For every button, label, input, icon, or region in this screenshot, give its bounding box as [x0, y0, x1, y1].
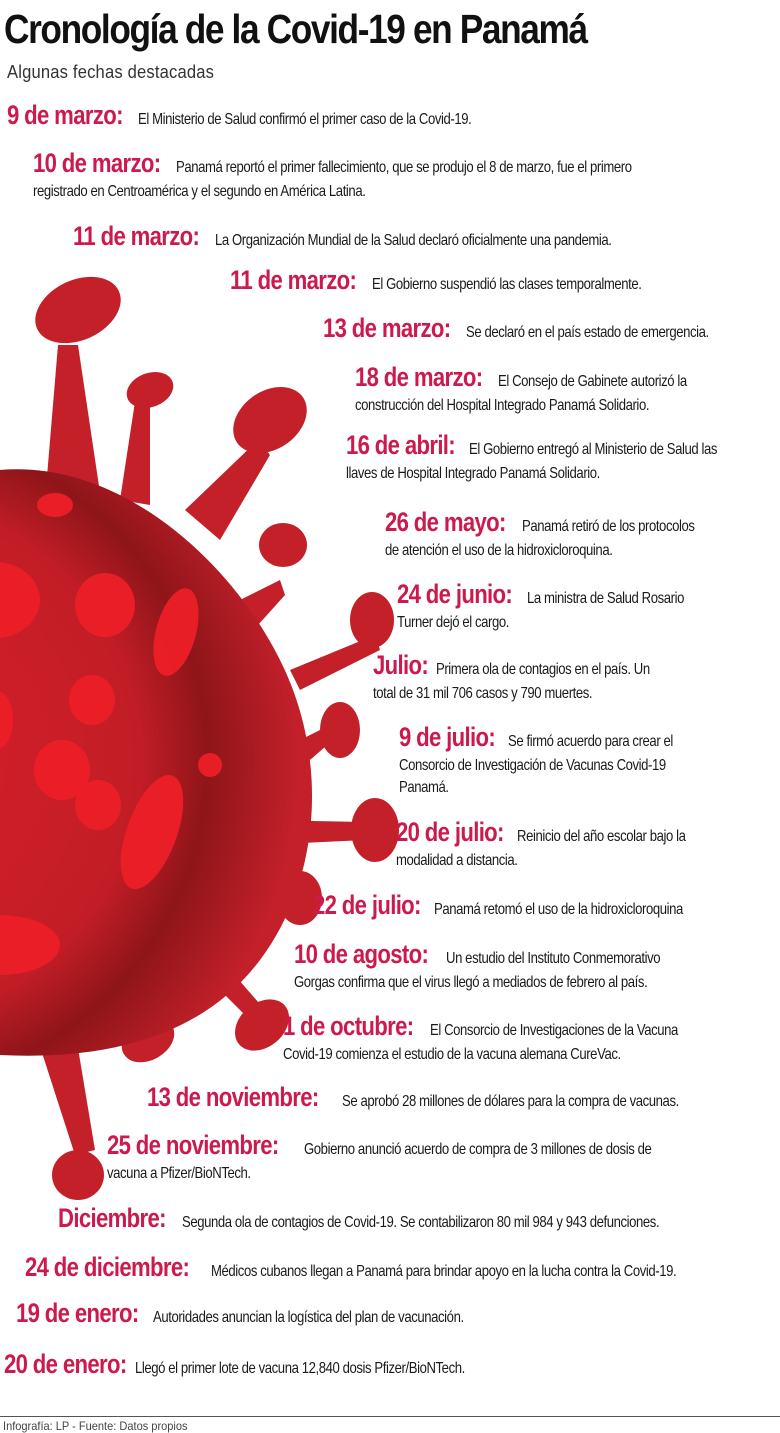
event-description: Llegó el primer lote de vacuna 12,840 dosis Pfizer/BioNTech. [135, 1360, 466, 1377]
timeline-event [58, 1203, 763, 1234]
event-date: 13 de noviembre: [147, 1082, 319, 1112]
timeline-event [230, 265, 701, 296]
event-description: La ministra de Salud Rosario [527, 590, 685, 607]
event-description: Panamá retomó el uso de la hidroxicloroquina [434, 901, 684, 918]
event-description-cont: Consorcio de Investigación de Vacunas Covid-19 [399, 757, 666, 774]
timeline-event [385, 507, 733, 560]
timeline-event [355, 362, 729, 415]
timeline-event [283, 1011, 732, 1064]
page-title: Cronología de la Covid-19 en Panamá [4, 6, 587, 52]
event-date: 11 de marzo: [73, 221, 200, 251]
event-date: 24 de diciembre: [25, 1252, 190, 1282]
event-description-cont: Turner dejó el cargo. [397, 614, 509, 631]
timeline-event [16, 1298, 532, 1329]
event-date: 18 de marzo: [355, 362, 483, 392]
event-description: Médicos cubanos llegan a Panamá para brindar apoyo en la lucha contra la Covid-19. [211, 1263, 677, 1280]
event-description-cont: Covid-19 comienza el estudio de la vacuna alemana CureVac. [283, 1046, 621, 1063]
event-description: El Gobierno entregó al Ministerio de Salud las [468, 441, 718, 458]
event-date: 9 de marzo: [7, 100, 123, 130]
timeline-event [4, 1349, 538, 1380]
timeline-event [396, 817, 723, 870]
event-description-cont: Gorgas confirma que el virus llegó a mediados de febrero al país. [294, 974, 648, 991]
event-date: 26 de mayo: [385, 507, 506, 537]
timeline-event [397, 579, 719, 632]
event-description: El Consejo de Gabinete autorizó la [498, 373, 688, 390]
event-description: Panamá reportó el primer fallecimiento, que se produjo el 8 de marzo, fue el primero [176, 159, 633, 176]
event-date: 22 de julio: [313, 890, 421, 920]
event-date: 24 de junio: [397, 579, 513, 609]
event-description: Segunda ola de contagios de Covid-19. Se contabilizaron 80 mil 984 y 943 defunciones. [181, 1214, 659, 1231]
event-date: Diciembre: [58, 1203, 166, 1233]
event-description: Panamá retiró de los protocolos [522, 518, 695, 535]
footer-credit: Infografía: LP - Fuente: Datos propios [3, 1419, 188, 1433]
event-date: 20 de enero: [4, 1349, 127, 1379]
timeline-event [7, 100, 545, 131]
timeline-event [373, 650, 697, 703]
event-description: El Gobierno suspendió las clases temporalmente. [371, 276, 642, 293]
timeline-event [73, 221, 699, 252]
timeline-event [346, 430, 771, 483]
timeline-event [294, 939, 725, 992]
event-date: Julio: [373, 650, 429, 680]
event-description-cont: Panamá. [399, 779, 449, 796]
timeline-event [33, 148, 732, 201]
event-description-cont: total de 31 mil 706 casos y 790 muertes. [373, 685, 593, 702]
event-description: El Consorcio de Investigaciones de la Vacuna [430, 1022, 679, 1039]
event-description: Autoridades anuncian la logística del plan de vacunación. [153, 1309, 465, 1326]
event-date: 25 de noviembre: [107, 1130, 279, 1160]
event-description: Un estudio del Instituto Conmemorativo [445, 950, 660, 967]
timeline-event [323, 313, 763, 344]
timeline-event [147, 1082, 753, 1113]
event-date: 1 de octubre: [283, 1011, 414, 1041]
timeline-event [399, 722, 724, 797]
event-date: 16 de abril: [346, 430, 456, 460]
event-description: Gobierno anunció acuerdo de compra de 3 millones de dosis de [304, 1141, 652, 1158]
timeline-event [313, 890, 738, 921]
page-subtitle: Algunas fechas destacadas [7, 62, 215, 82]
event-description-cont: de atención el uso de la hidroxicloroquina. [385, 542, 613, 559]
event-date: 19 de enero: [16, 1298, 139, 1328]
event-description-cont: modalidad a distancia. [396, 852, 518, 869]
event-date: 13 de marzo: [323, 313, 451, 343]
event-date: 11 de marzo: [230, 265, 357, 295]
event-date: 9 de julio: [399, 722, 496, 752]
event-date: 10 de agosto: [294, 939, 429, 969]
event-description: Se firmó acuerdo para crear el [508, 733, 674, 750]
event-description: La Organización Mundial de la Salud declaró oficialmente una pandemia. [214, 232, 612, 249]
event-description: Primera ola de contagios en el país. Un [436, 661, 650, 678]
footer-divider [0, 1416, 780, 1417]
timeline-event [25, 1252, 779, 1283]
timeline-event [107, 1130, 728, 1183]
event-date: 20 de julio: [396, 817, 504, 847]
event-description: Se aprobó 28 millones de dólares para la compra de vacunas. [342, 1093, 680, 1110]
event-description: Reinicio del año escolar bajo la [517, 828, 686, 845]
event-description: El Ministerio de Salud confirmó el primer caso de la Covid-19. [138, 111, 472, 128]
event-description-cont: llaves de Hospital Integrado Panamá Solidario. [346, 465, 600, 482]
event-date: 10 de marzo: [33, 148, 161, 178]
event-description-cont: vacuna a Pfizer/BioNTech. [107, 1165, 251, 1182]
event-description-cont: registrado en Centroamérica y el segundo en América Latina. [33, 183, 366, 200]
event-description: Se declaró en el país estado de emergencia. [466, 324, 710, 341]
event-description-cont: construcción del Hospital Integrado Panamá Solidario. [355, 397, 650, 414]
